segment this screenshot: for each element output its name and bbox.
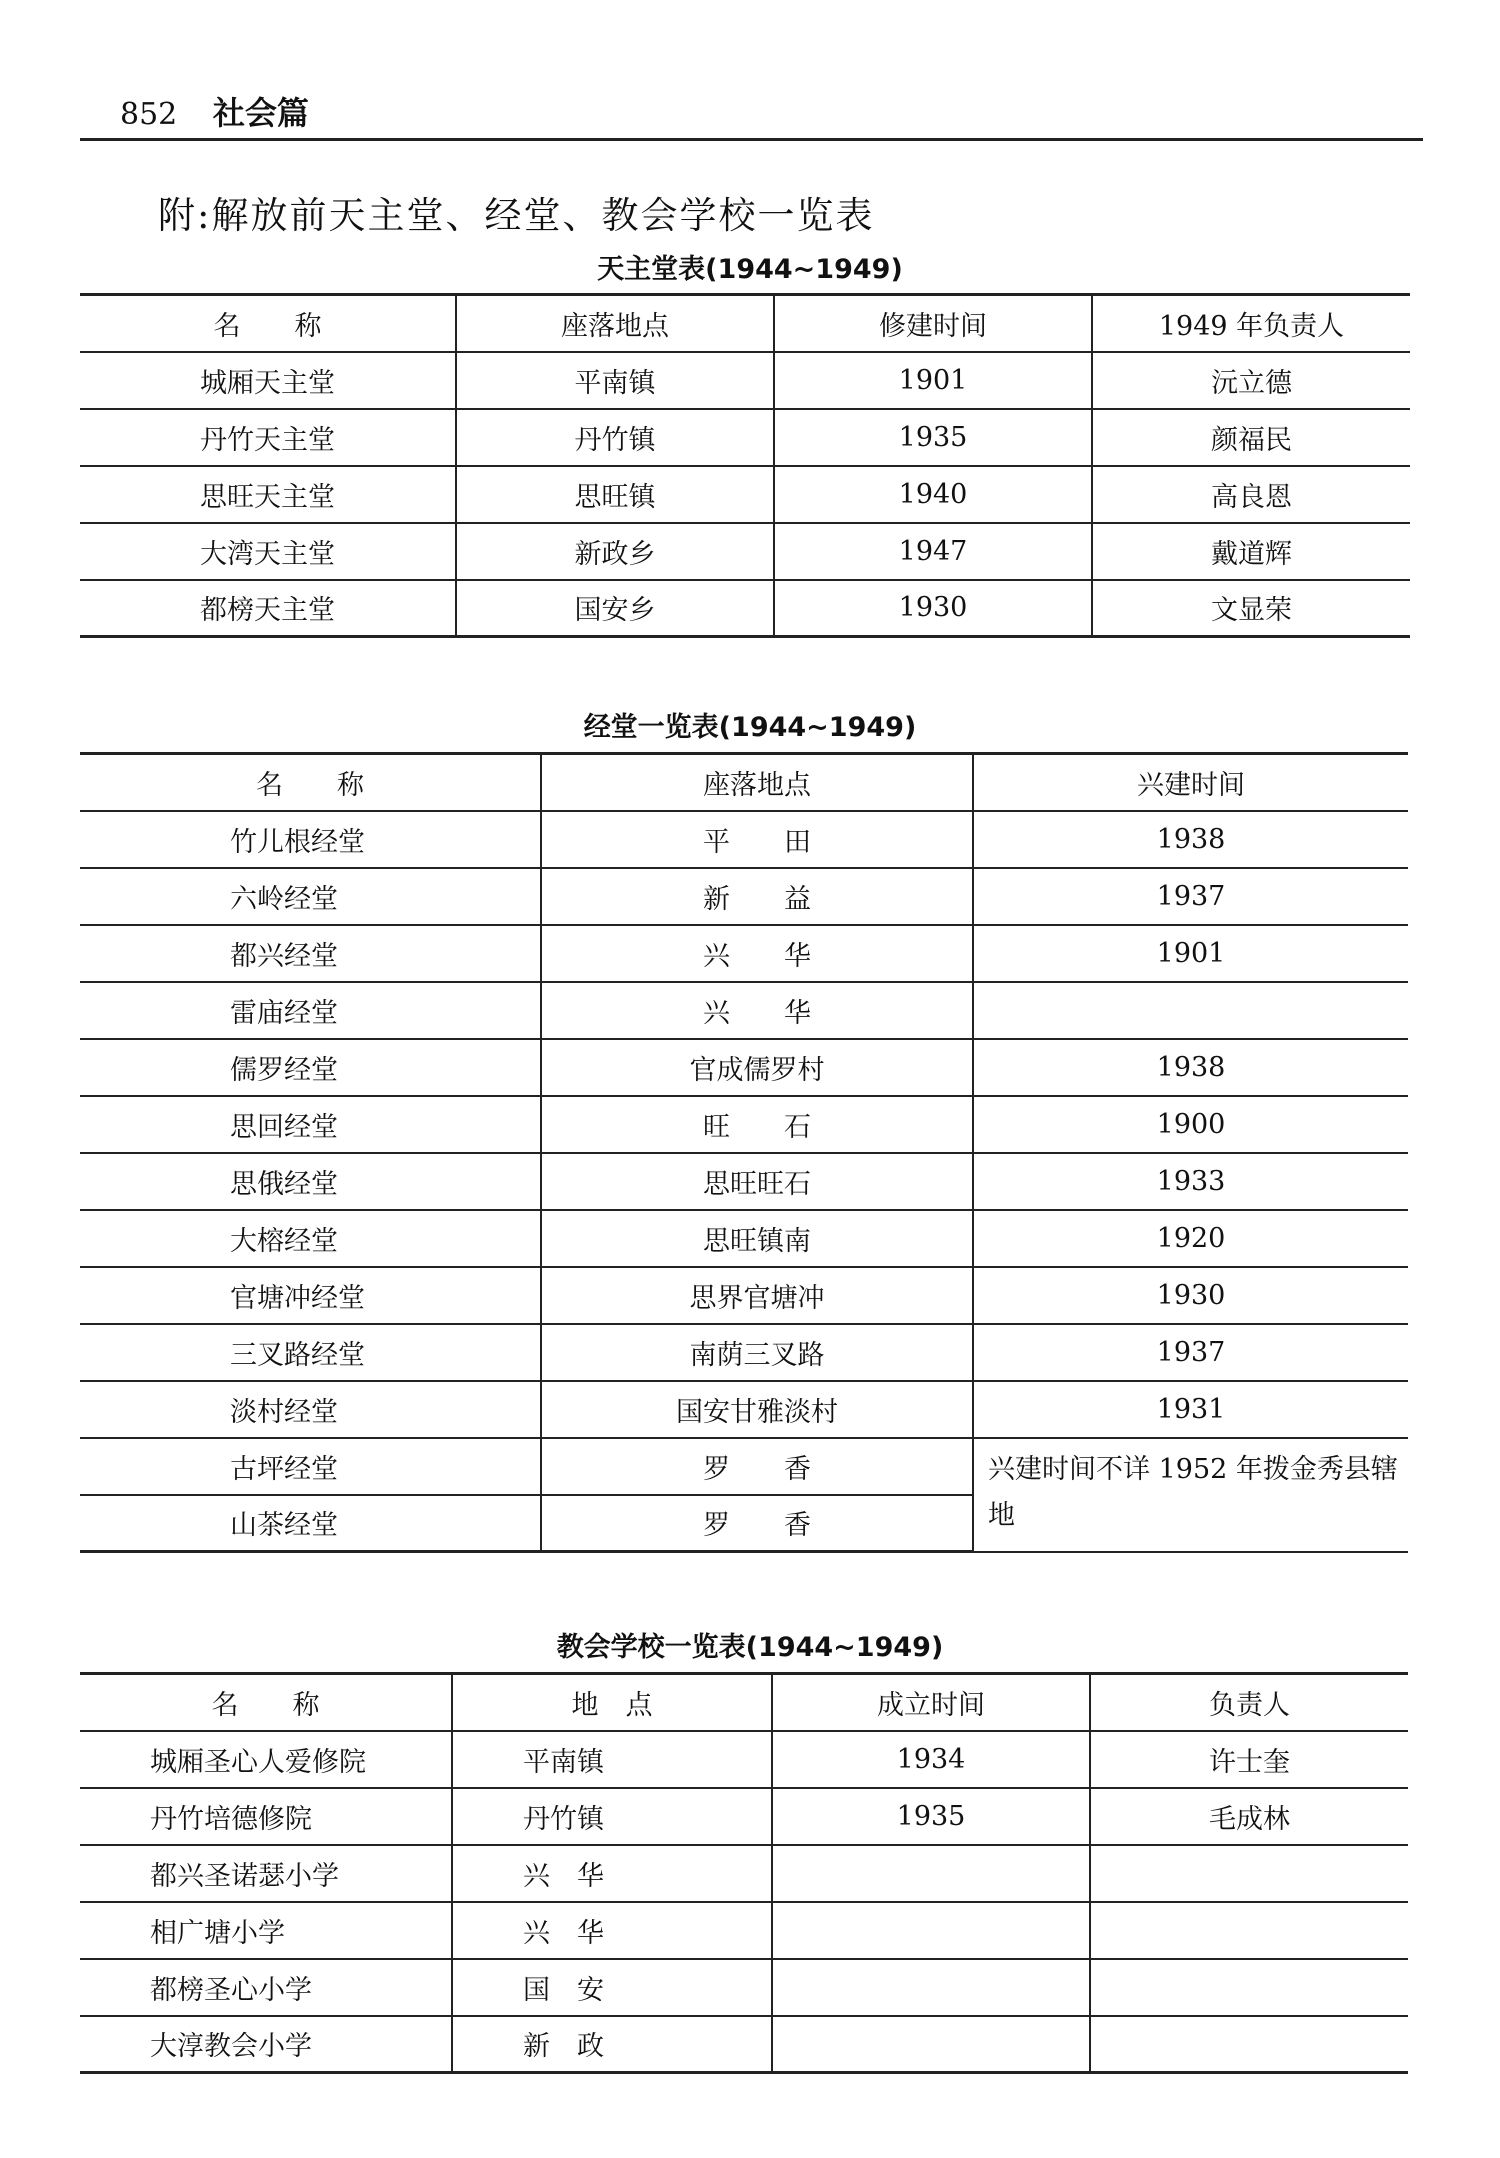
- hall-location: 南荫三叉路: [541, 1324, 973, 1381]
- schools-caption: 教会学校一览表(1944~1949): [556, 1632, 944, 1663]
- hall-built-year: 1937: [973, 1324, 1408, 1381]
- school-location: 新 政: [452, 2016, 772, 2073]
- table-row: [80, 1438, 1408, 1495]
- school-leader: [1090, 1959, 1408, 2016]
- table-row: [80, 868, 1408, 925]
- church-name: 城厢天主堂: [80, 352, 456, 409]
- table-row: [80, 409, 1410, 466]
- church-built-year: 1901: [774, 352, 1092, 409]
- table-row: [80, 580, 1410, 637]
- school-founded-year: [772, 1959, 1090, 2016]
- hall-location: 旺 石: [541, 1096, 973, 1153]
- school-location: 平南镇: [452, 1731, 772, 1788]
- church-name: 大湾天主堂: [80, 523, 456, 580]
- school-leader: 毛成林: [1090, 1788, 1408, 1845]
- hall-name: 思回经堂: [80, 1096, 541, 1153]
- header-rule: [80, 138, 1423, 141]
- school-founded-year: [772, 1902, 1090, 1959]
- church-name: 都榜天主堂: [80, 580, 456, 637]
- hall-location: 思旺旺石: [541, 1153, 973, 1210]
- church-leader: 高良恩: [1092, 466, 1410, 523]
- halls-caption: 经堂一览表(1944~1949): [583, 712, 917, 743]
- hall-built-year: 1938: [973, 1039, 1408, 1096]
- table-header-row: [80, 754, 1408, 811]
- table-row: [80, 466, 1410, 523]
- church-built-year: 1940: [774, 466, 1092, 523]
- hall-built-year: 1920: [973, 1210, 1408, 1267]
- table-row: [80, 1731, 1408, 1788]
- column-header: 座落地点: [541, 754, 973, 811]
- hall-built-year: 1931: [973, 1381, 1408, 1438]
- hall-name: 大榕经堂: [80, 1210, 541, 1267]
- hall-name: 三叉路经堂: [80, 1324, 541, 1381]
- hall-location: 思旺镇南: [541, 1210, 973, 1267]
- hall-location: 国安甘雅淡村: [541, 1381, 973, 1438]
- page-number: 852: [120, 97, 178, 132]
- page-header: [120, 88, 309, 134]
- church-name: 丹竹天主堂: [80, 409, 456, 466]
- hall-name: 官塘冲经堂: [80, 1267, 541, 1324]
- church-location: 丹竹镇: [456, 409, 774, 466]
- school-leader: [1090, 1845, 1408, 1902]
- table-row: [80, 1267, 1408, 1324]
- school-location: 丹竹镇: [452, 1788, 772, 1845]
- school-name: 相广塘小学: [80, 1902, 452, 1959]
- school-leader: [1090, 1902, 1408, 1959]
- hall-name: 山茶经堂: [80, 1495, 541, 1552]
- school-location: 兴 华: [452, 1902, 772, 1959]
- table-row: [80, 352, 1410, 409]
- section-title: 社会篇: [212, 94, 309, 132]
- hall-built-year: 1900: [973, 1096, 1408, 1153]
- table-row: [80, 523, 1410, 580]
- column-header: 名 称: [80, 754, 541, 811]
- hall-location: 思界官塘冲: [541, 1267, 973, 1324]
- table-row: [80, 811, 1408, 868]
- hall-name: 儒罗经堂: [80, 1039, 541, 1096]
- hall-name: 六岭经堂: [80, 868, 541, 925]
- church-built-year: 1935: [774, 409, 1092, 466]
- schools-table: [80, 1672, 1408, 2074]
- table-header-row: [80, 1674, 1408, 1731]
- column-header: 负责人: [1090, 1674, 1408, 1731]
- table-row: [80, 1039, 1408, 1096]
- school-leader: [1090, 2016, 1408, 2073]
- hall-location: 兴 华: [541, 982, 973, 1039]
- churches-table: [80, 293, 1410, 638]
- halls-table: [80, 752, 1408, 1553]
- church-location: 思旺镇: [456, 466, 774, 523]
- school-founded-year: 1934: [772, 1731, 1090, 1788]
- school-name: 都兴圣诺瑟小学: [80, 1845, 452, 1902]
- table-row: [80, 1153, 1408, 1210]
- table-row: [80, 1845, 1408, 1902]
- school-name: 城厢圣心人爱修院: [80, 1731, 452, 1788]
- hall-built-year: 1937: [973, 868, 1408, 925]
- hall-name: 古坪经堂: [80, 1438, 541, 1495]
- table-row: [80, 1096, 1408, 1153]
- hall-name: 思俄经堂: [80, 1153, 541, 1210]
- document-title: 附:解放前天主堂、经堂、教会学校一览表: [158, 194, 875, 237]
- school-location: 兴 华: [452, 1845, 772, 1902]
- table-header-row: [80, 295, 1410, 352]
- table-row: [80, 1324, 1408, 1381]
- school-leader: 许士奎: [1090, 1731, 1408, 1788]
- church-leader: 沅立德: [1092, 352, 1410, 409]
- hall-built-year: 1901: [973, 925, 1408, 982]
- hall-name: 雷庙经堂: [80, 982, 541, 1039]
- hall-location: 罗 香: [541, 1438, 973, 1495]
- hall-location: 新 益: [541, 868, 973, 925]
- hall-built-year: [973, 982, 1408, 1039]
- merged-note: 兴建时间不详 1952 年拨金秀县辖地: [973, 1438, 1408, 1552]
- church-location: 新政乡: [456, 523, 774, 580]
- hall-location: 官成儒罗村: [541, 1039, 973, 1096]
- hall-built-year: 1930: [973, 1267, 1408, 1324]
- church-built-year: 1947: [774, 523, 1092, 580]
- table-row: [80, 1210, 1408, 1267]
- school-founded-year: 1935: [772, 1788, 1090, 1845]
- table-row: [80, 1788, 1408, 1845]
- church-leader: 颜福民: [1092, 409, 1410, 466]
- table-row: [80, 982, 1408, 1039]
- hall-location: 兴 华: [541, 925, 973, 982]
- church-location: 国安乡: [456, 580, 774, 637]
- hall-name: 淡村经堂: [80, 1381, 541, 1438]
- school-name: 丹竹培德修院: [80, 1788, 452, 1845]
- school-name: 都榜圣心小学: [80, 1959, 452, 2016]
- column-header: 名 称: [80, 1674, 452, 1731]
- column-header: 座落地点: [456, 295, 774, 352]
- table-row: [80, 1381, 1408, 1438]
- hall-location: 平 田: [541, 811, 973, 868]
- school-location: 国 安: [452, 1959, 772, 2016]
- hall-name: 都兴经堂: [80, 925, 541, 982]
- hall-name: 竹儿根经堂: [80, 811, 541, 868]
- school-founded-year: [772, 2016, 1090, 2073]
- table-row: [80, 2016, 1408, 2073]
- churches-caption: 天主堂表(1944~1949): [597, 254, 903, 285]
- church-built-year: 1930: [774, 580, 1092, 637]
- column-header: 修建时间: [774, 295, 1092, 352]
- table-row: [80, 925, 1408, 982]
- church-leader: 文显荣: [1092, 580, 1410, 637]
- column-header: 成立时间: [772, 1674, 1090, 1731]
- table-row: [80, 1902, 1408, 1959]
- hall-built-year: 1938: [973, 811, 1408, 868]
- hall-built-year: 1933: [973, 1153, 1408, 1210]
- church-leader: 戴道辉: [1092, 523, 1410, 580]
- column-header: 名 称: [80, 295, 456, 352]
- school-name: 大淳教会小学: [80, 2016, 452, 2073]
- table-row: [80, 1959, 1408, 2016]
- column-header: 地 点: [452, 1674, 772, 1731]
- church-name: 思旺天主堂: [80, 466, 456, 523]
- column-header: 兴建时间: [973, 754, 1408, 811]
- column-header: 1949 年负责人: [1092, 295, 1410, 352]
- church-location: 平南镇: [456, 352, 774, 409]
- hall-location: 罗 香: [541, 1495, 973, 1552]
- school-founded-year: [772, 1845, 1090, 1902]
